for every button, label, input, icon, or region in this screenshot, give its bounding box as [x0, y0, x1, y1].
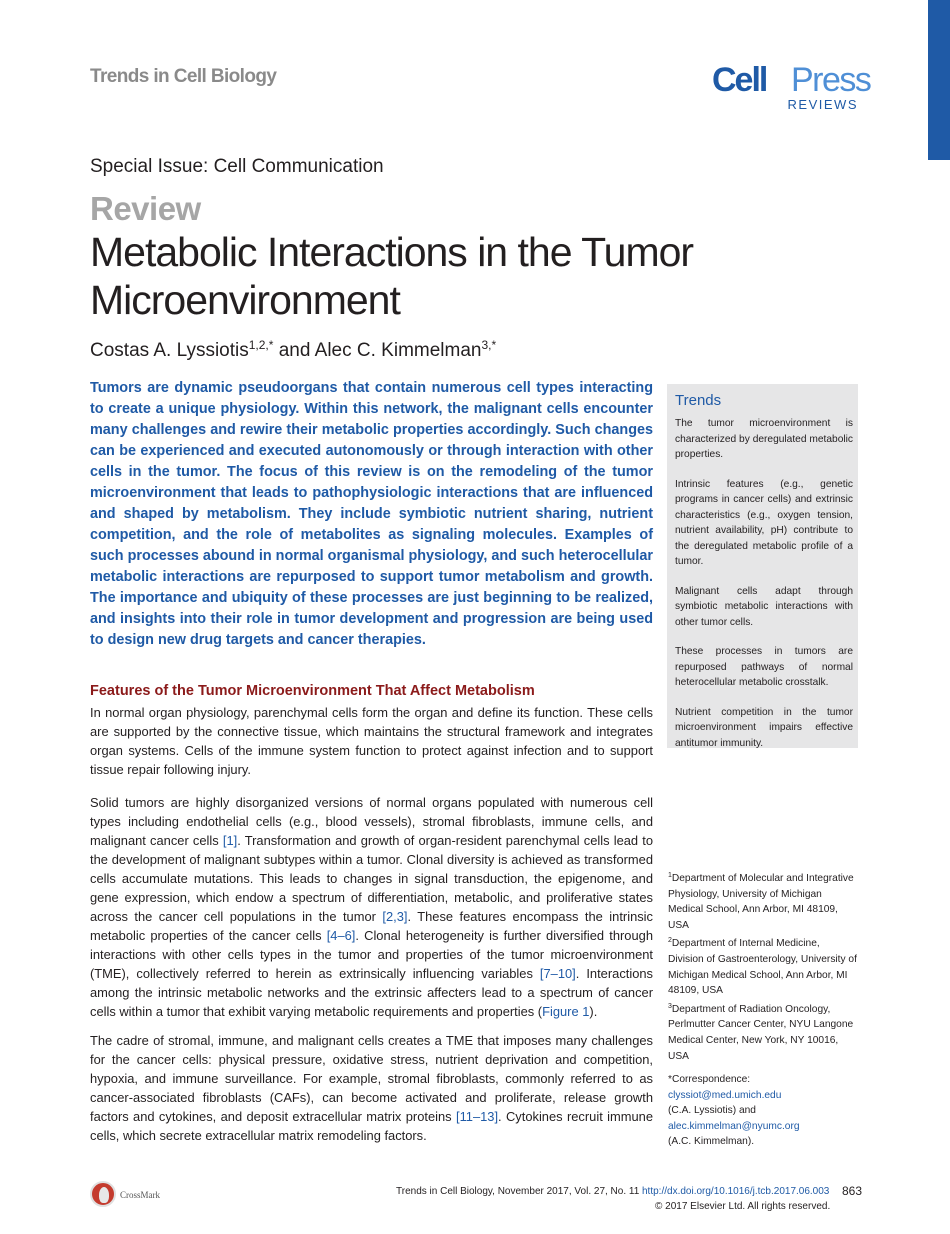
citation-link[interactable]: [11–13]: [455, 1109, 499, 1124]
affiliation-marker: 1: [668, 872, 672, 879]
crossmark-badge[interactable]: [90, 1181, 170, 1211]
author-1-affil: 1,2,*: [248, 338, 274, 352]
affiliation-item: [668, 999, 858, 1064]
trends-item: Malignant cells adapt through symbiotic metabolic interactions with other tumor cells.: [675, 585, 853, 628]
body-paragraph-2: [90, 793, 653, 1021]
affiliation-marker: 2: [668, 937, 672, 945]
text-run: The cadre of stromal, immune, and malignant cells creates a TME that imposes many challenges for the cancer cells: physical pressure, oxidative stress, nutrient deprivation and competition, hypoxia, and immune surveillance. For example, stromal fibroblasts, commonly referred to as cancer-associated fibroblasts (CAFs), can become activated and proliferate, release growth factors and cytokines, and deposit extracellular matrix proteins: [90, 1033, 653, 1124]
trends-box: [667, 384, 858, 748]
section-heading: Features of the Tumor Microenvironment That Affect Metabolism: [90, 683, 535, 699]
crossmark-icon: [90, 1181, 116, 1207]
logo-reviews-text: REVIEWS: [787, 97, 858, 112]
citation-link[interactable]: [1]: [222, 833, 238, 848]
citation-link[interactable]: [2,3]: [382, 909, 408, 924]
author-2-affil: 3,*: [481, 338, 497, 352]
article-type: Review: [90, 190, 201, 227]
trends-item: These processes in tumors are repurposed pathways of normal heterocellular metabolic crosstalk.: [675, 646, 853, 688]
author-line: [90, 338, 496, 362]
logo-press-text: Press: [791, 61, 871, 99]
author-2: Alec C. Kimmelman: [314, 340, 482, 361]
journal-name: Trends in Cell Biology: [90, 66, 277, 87]
affiliation-text: Department of Internal Medicine, Division of Gastroenterology, University of Michigan Medical School, Ann Arbor, MI 48109, USA: [668, 938, 857, 997]
text-run: . These features encompass the intrinsic metabolic properties of the cancer cells: [90, 909, 653, 943]
text-run: ).: [589, 1004, 598, 1019]
affiliation-text: Department of Radiation Oncology, Perlmutter Cancer Center, NYU Langone Medical Center, New York, NY 10016, USA: [668, 1003, 854, 1062]
trends-item: The tumor microenvironment is characterized by deregulated metabolic properties.: [675, 418, 853, 460]
page-number: 863: [842, 1184, 863, 1198]
correspondence-name-1: (C.A. Lyssiotis) and: [668, 1105, 756, 1117]
correspondence-label: *Correspondence:: [668, 1074, 751, 1085]
email-link-2[interactable]: alec.kimmelman@nyumc.org: [668, 1120, 800, 1132]
body-paragraph-3: [90, 1031, 653, 1145]
trends-list: [675, 416, 853, 765]
affiliation-item: [668, 933, 858, 998]
figure-link[interactable]: Figure 1: [542, 1004, 590, 1019]
body-paragraph-1: [90, 703, 653, 779]
cellpress-logo: [712, 60, 871, 116]
email-link-1[interactable]: clyssiot@med.umich.edu: [668, 1089, 782, 1101]
text-run: . Interactions among the intrinsic metabolic networks and the extrinsic affecters lead to a spectrum of cancer cells within a tumor that exhibit varying metabolic requirements and properties (: [90, 966, 653, 1019]
affiliation-item: [668, 868, 858, 933]
trends-item: Nutrient competition in the tumor microenvironment impairs effective antitumor immunity.: [675, 706, 853, 749]
affiliation-marker: 3: [668, 1002, 672, 1010]
citation-link[interactable]: [7–10]: [539, 966, 576, 981]
footer-journal-info: Trends in Cell Biology, November 2017, Vol. 27, No. 11: [396, 1186, 640, 1197]
correspondence-name-2: (A.C. Kimmelman).: [668, 1136, 755, 1148]
logo-cell-text: Cell: [712, 61, 767, 99]
crossmark-icon-mark: [99, 1187, 109, 1203]
author-1: Costas A. Lyssiotis: [90, 340, 249, 361]
doi-link[interactable]: http://dx.doi.org/10.1016/j.tcb.2017.06.003: [642, 1186, 830, 1197]
crossmark-label: CrossMark: [120, 1190, 160, 1200]
text-run: Solid tumors are highly disorganized versions of normal organs populated with numerous cell types including endothelial cells (e.g., blood vessels), stromal fibroblasts, immune cells, and malignant cancer cells: [90, 795, 653, 848]
author-join: and: [273, 340, 315, 361]
article-title: Metabolic Interactions in the Tumor Microenvironment: [90, 229, 694, 323]
copyright: © 2017 Elsevier Ltd. All rights reserved.: [655, 1201, 831, 1212]
abstract: Tumors are dynamic pseudoorgans that contain numerous cell types interacting to create a unique physiology. Within this network, the malignant cells encounter many challenges and rewire their metabolic properties accordingly. Such changes can be experienced and executed autonomously or through interaction with other cells in the tumor. The focus of this review is on the remodeling of the tumor microenvironment that leads to pathophysiologic interactions that are influenced and shaped by metabolism. They include symbiotic nutrient sharing, nutrient competition, and the role of metabolites as signaling molecules. Examples of such processes abound in normal organismal physiology, and such heterocellular metabolic interactions are repurposed to support tumor metabolism and growth. The importance and ubiquity of these processes are just beginning to be realized, and insights into their role in tumor development and progression are being used to design new drug targets and cancer therapies.: [90, 380, 653, 648]
trends-title: Trends: [675, 392, 722, 409]
trends-item: Intrinsic features (e.g., genetic programs in cancer cells) and extrinsic characteristics (e.g., oxygen tension, nutrient availability, pH) contribute to the deregulated metabolic profile of a tumor.: [675, 478, 853, 567]
correspondence: [668, 1072, 858, 1150]
text-run: . Cytokines recruit immune cells, which secrete extracellular matrix remodeling factors.: [90, 1109, 653, 1143]
text-run: . Clonal heterogeneity is further diversified through interactions with other cells types in the tumor and properties of the tumor microenvironment (TME), collectively referred to herein as extrinsically influencing variables: [90, 928, 653, 981]
citation-link[interactable]: [4–6]: [326, 928, 356, 943]
paragraph-text: In normal organ physiology, parenchymal cells form the organ and define its function. These cells are supported by the connective tissue, which maintains the structural framework and integrates organ systems. Cells of the immune system function to protect against infection and to support tissue repair following injury.: [90, 705, 653, 777]
affiliations: [668, 868, 858, 1064]
special-issue-label: Special Issue: Cell Communication: [90, 156, 384, 177]
affiliation-text: Department of Molecular and Integrative Physiology, University of Michigan Medical School, Ann Arbor, MI 48109, USA: [668, 873, 854, 931]
side-accent-bar: [928, 0, 950, 160]
text-run: . Transformation and growth of organ-resident parenchymal cells lead to the development of malignant subtypes within a tumor. Clonal diversity is achieved as transformed cells accumulate mutations. This leads to changes in signal transduction, the epigenome, and gene expression, which endow a spectrum of differentiation, metabolic, and proliferative states across the cancer cell populations in the tumor: [90, 833, 653, 924]
